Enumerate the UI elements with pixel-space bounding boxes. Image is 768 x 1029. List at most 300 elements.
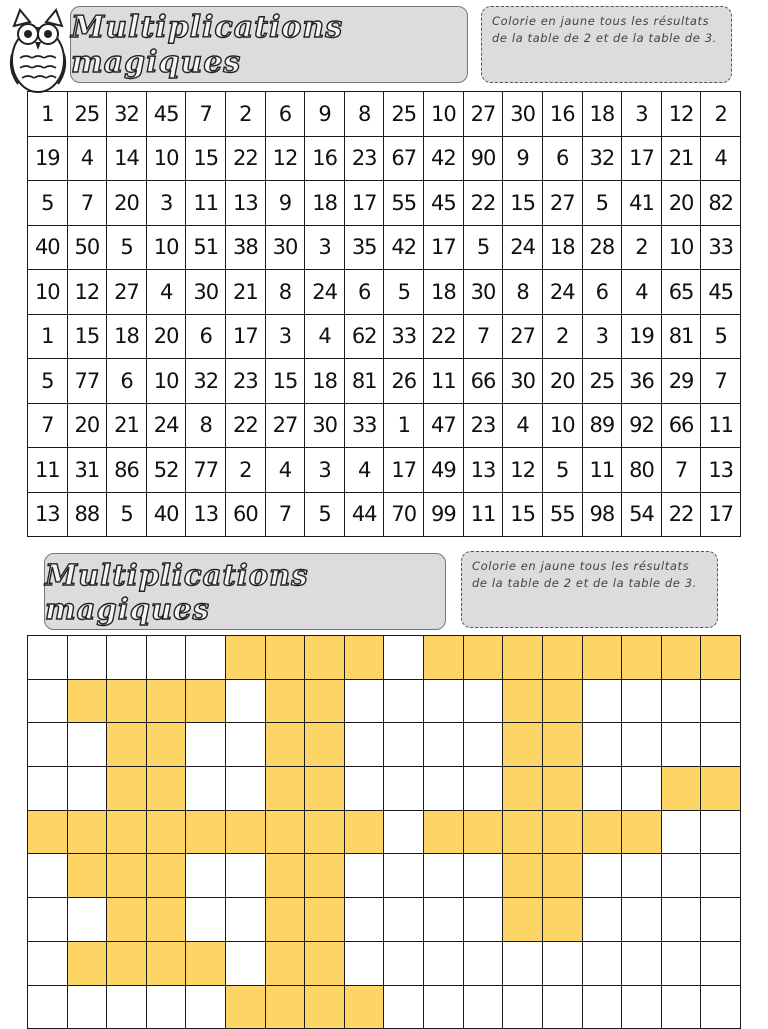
empty-cell[interactable]	[463, 854, 503, 898]
filled-cell[interactable]	[265, 679, 305, 723]
number-cell[interactable]: 32	[107, 92, 147, 137]
number-cell[interactable]: 28	[582, 225, 622, 270]
number-cell[interactable]: 20	[661, 181, 701, 226]
number-cell[interactable]: 10	[424, 92, 464, 137]
filled-cell[interactable]	[67, 941, 107, 985]
filled-cell[interactable]	[305, 679, 345, 723]
empty-cell[interactable]	[28, 941, 68, 985]
filled-cell[interactable]	[305, 941, 345, 985]
filled-cell[interactable]	[186, 941, 226, 985]
empty-cell[interactable]	[384, 941, 424, 985]
number-cell[interactable]: 90	[463, 136, 503, 181]
number-cell[interactable]: 5	[463, 225, 503, 270]
filled-cell[interactable]	[265, 941, 305, 985]
filled-cell[interactable]	[542, 854, 582, 898]
number-cell[interactable]: 21	[661, 136, 701, 181]
empty-cell[interactable]	[582, 767, 622, 811]
number-cell[interactable]: 8	[503, 270, 543, 315]
number-cell[interactable]: 81	[344, 359, 384, 404]
number-cell[interactable]: 45	[146, 92, 186, 137]
number-cell[interactable]: 16	[305, 136, 345, 181]
empty-cell[interactable]	[622, 854, 662, 898]
number-cell[interactable]: 21	[226, 270, 266, 315]
filled-cell[interactable]	[503, 636, 543, 680]
number-cell[interactable]: 7	[661, 448, 701, 493]
number-cell[interactable]: 30	[503, 359, 543, 404]
empty-cell[interactable]	[186, 723, 226, 767]
number-cell[interactable]: 19	[622, 314, 662, 359]
number-cell[interactable]: 22	[424, 314, 464, 359]
filled-cell[interactable]	[226, 810, 266, 854]
number-cell[interactable]: 4	[701, 136, 741, 181]
number-cell[interactable]: 49	[424, 448, 464, 493]
empty-cell[interactable]	[28, 854, 68, 898]
number-cell[interactable]: 17	[384, 448, 424, 493]
empty-cell[interactable]	[701, 898, 741, 942]
filled-cell[interactable]	[107, 810, 147, 854]
empty-cell[interactable]	[226, 723, 266, 767]
number-cell[interactable]: 21	[107, 403, 147, 448]
filled-cell[interactable]	[265, 636, 305, 680]
empty-cell[interactable]	[582, 985, 622, 1029]
number-cell[interactable]: 22	[226, 136, 266, 181]
filled-cell[interactable]	[265, 898, 305, 942]
filled-cell[interactable]	[67, 810, 107, 854]
filled-cell[interactable]	[146, 767, 186, 811]
number-cell[interactable]: 18	[582, 92, 622, 137]
number-cell[interactable]: 12	[265, 136, 305, 181]
number-cell[interactable]: 60	[226, 492, 266, 537]
number-cell[interactable]: 77	[186, 448, 226, 493]
empty-cell[interactable]	[463, 898, 503, 942]
filled-cell[interactable]	[28, 810, 68, 854]
number-cell[interactable]: 22	[463, 181, 503, 226]
filled-cell[interactable]	[146, 854, 186, 898]
number-cell[interactable]: 45	[424, 181, 464, 226]
empty-cell[interactable]	[28, 679, 68, 723]
number-cell[interactable]: 1	[28, 92, 68, 137]
empty-cell[interactable]	[463, 679, 503, 723]
number-cell[interactable]: 86	[107, 448, 147, 493]
number-cell[interactable]: 1	[384, 403, 424, 448]
empty-cell[interactable]	[186, 636, 226, 680]
filled-cell[interactable]	[107, 854, 147, 898]
filled-cell[interactable]	[305, 898, 345, 942]
number-cell[interactable]: 13	[28, 492, 68, 537]
empty-cell[interactable]	[384, 636, 424, 680]
number-cell[interactable]: 31	[67, 448, 107, 493]
filled-cell[interactable]	[701, 636, 741, 680]
filled-cell[interactable]	[107, 941, 147, 985]
number-cell[interactable]: 30	[265, 225, 305, 270]
number-cell[interactable]: 35	[344, 225, 384, 270]
number-cell[interactable]: 17	[701, 492, 741, 537]
empty-cell[interactable]	[701, 810, 741, 854]
number-cell[interactable]: 5	[305, 492, 345, 537]
filled-cell[interactable]	[305, 810, 345, 854]
empty-cell[interactable]	[384, 898, 424, 942]
empty-cell[interactable]	[701, 941, 741, 985]
number-cell[interactable]: 25	[582, 359, 622, 404]
number-cell[interactable]: 15	[186, 136, 226, 181]
number-cell[interactable]: 24	[542, 270, 582, 315]
number-cell[interactable]: 51	[186, 225, 226, 270]
number-cell[interactable]: 30	[463, 270, 503, 315]
empty-cell[interactable]	[701, 723, 741, 767]
number-cell[interactable]: 24	[146, 403, 186, 448]
filled-cell[interactable]	[503, 898, 543, 942]
empty-cell[interactable]	[503, 941, 543, 985]
number-cell[interactable]: 33	[384, 314, 424, 359]
number-cell[interactable]: 2	[542, 314, 582, 359]
number-cell[interactable]: 17	[344, 181, 384, 226]
number-cell[interactable]: 7	[67, 181, 107, 226]
number-cell[interactable]: 8	[265, 270, 305, 315]
number-cell[interactable]: 81	[661, 314, 701, 359]
number-cell[interactable]: 3	[622, 92, 662, 137]
filled-cell[interactable]	[265, 810, 305, 854]
empty-cell[interactable]	[384, 723, 424, 767]
filled-cell[interactable]	[503, 723, 543, 767]
empty-cell[interactable]	[384, 854, 424, 898]
empty-cell[interactable]	[67, 636, 107, 680]
number-cell[interactable]: 99	[424, 492, 464, 537]
filled-cell[interactable]	[661, 767, 701, 811]
number-cell[interactable]: 5	[384, 270, 424, 315]
number-cell[interactable]: 23	[344, 136, 384, 181]
number-cell[interactable]: 11	[28, 448, 68, 493]
number-cell[interactable]: 4	[67, 136, 107, 181]
filled-cell[interactable]	[305, 723, 345, 767]
empty-cell[interactable]	[344, 941, 384, 985]
number-cell[interactable]: 89	[582, 403, 622, 448]
empty-cell[interactable]	[67, 985, 107, 1029]
empty-cell[interactable]	[661, 723, 701, 767]
empty-cell[interactable]	[28, 636, 68, 680]
number-cell[interactable]: 12	[661, 92, 701, 137]
empty-cell[interactable]	[107, 985, 147, 1029]
number-cell[interactable]: 22	[226, 403, 266, 448]
empty-cell[interactable]	[226, 941, 266, 985]
number-cell[interactable]: 16	[542, 92, 582, 137]
number-cell[interactable]: 19	[28, 136, 68, 181]
number-cell[interactable]: 65	[661, 270, 701, 315]
number-cell[interactable]: 3	[146, 181, 186, 226]
empty-cell[interactable]	[384, 810, 424, 854]
filled-cell[interactable]	[661, 636, 701, 680]
number-cell[interactable]: 17	[424, 225, 464, 270]
filled-cell[interactable]	[146, 723, 186, 767]
filled-cell[interactable]	[67, 679, 107, 723]
empty-cell[interactable]	[424, 679, 464, 723]
number-cell[interactable]: 12	[503, 448, 543, 493]
number-cell[interactable]: 45	[701, 270, 741, 315]
number-cell[interactable]: 9	[265, 181, 305, 226]
empty-cell[interactable]	[146, 636, 186, 680]
empty-cell[interactable]	[424, 941, 464, 985]
number-cell[interactable]: 52	[146, 448, 186, 493]
empty-cell[interactable]	[226, 767, 266, 811]
filled-cell[interactable]	[582, 810, 622, 854]
empty-cell[interactable]	[186, 854, 226, 898]
empty-cell[interactable]	[582, 898, 622, 942]
number-cell[interactable]: 40	[28, 225, 68, 270]
filled-cell[interactable]	[265, 723, 305, 767]
filled-cell[interactable]	[186, 679, 226, 723]
filled-cell[interactable]	[226, 636, 266, 680]
empty-cell[interactable]	[701, 679, 741, 723]
empty-cell[interactable]	[28, 723, 68, 767]
empty-cell[interactable]	[661, 679, 701, 723]
number-cell[interactable]: 32	[582, 136, 622, 181]
filled-cell[interactable]	[503, 679, 543, 723]
number-cell[interactable]: 42	[384, 225, 424, 270]
number-cell[interactable]: 5	[701, 314, 741, 359]
empty-cell[interactable]	[424, 767, 464, 811]
empty-cell[interactable]	[28, 898, 68, 942]
number-cell[interactable]: 3	[305, 448, 345, 493]
empty-cell[interactable]	[344, 679, 384, 723]
empty-cell[interactable]	[344, 854, 384, 898]
number-cell[interactable]: 66	[661, 403, 701, 448]
number-cell[interactable]: 18	[305, 359, 345, 404]
empty-cell[interactable]	[582, 854, 622, 898]
number-cell[interactable]: 6	[107, 359, 147, 404]
filled-cell[interactable]	[503, 810, 543, 854]
filled-cell[interactable]	[107, 679, 147, 723]
number-cell[interactable]: 10	[146, 225, 186, 270]
number-cell[interactable]: 4	[622, 270, 662, 315]
number-cell[interactable]: 15	[67, 314, 107, 359]
filled-cell[interactable]	[424, 810, 464, 854]
number-cell[interactable]: 29	[661, 359, 701, 404]
number-cell[interactable]: 27	[107, 270, 147, 315]
number-cell[interactable]: 12	[67, 270, 107, 315]
number-cell[interactable]: 2	[701, 92, 741, 137]
filled-cell[interactable]	[424, 636, 464, 680]
number-cell[interactable]: 18	[107, 314, 147, 359]
number-cell[interactable]: 7	[28, 403, 68, 448]
number-cell[interactable]: 10	[28, 270, 68, 315]
number-cell[interactable]: 13	[226, 181, 266, 226]
number-cell[interactable]: 13	[186, 492, 226, 537]
filled-cell[interactable]	[305, 767, 345, 811]
empty-cell[interactable]	[424, 723, 464, 767]
number-cell[interactable]: 41	[622, 181, 662, 226]
number-cell[interactable]: 3	[582, 314, 622, 359]
number-cell[interactable]: 5	[107, 225, 147, 270]
number-cell[interactable]: 27	[503, 314, 543, 359]
filled-cell[interactable]	[226, 985, 266, 1029]
number-cell[interactable]: 11	[424, 359, 464, 404]
filled-cell[interactable]	[265, 985, 305, 1029]
number-cell[interactable]: 2	[622, 225, 662, 270]
number-cell[interactable]: 6	[344, 270, 384, 315]
empty-cell[interactable]	[424, 854, 464, 898]
number-cell[interactable]: 80	[622, 448, 662, 493]
number-cell[interactable]: 6	[542, 136, 582, 181]
empty-cell[interactable]	[701, 985, 741, 1029]
empty-cell[interactable]	[582, 941, 622, 985]
number-cell[interactable]: 5	[107, 492, 147, 537]
number-cell[interactable]: 88	[67, 492, 107, 537]
number-cell[interactable]: 4	[146, 270, 186, 315]
filled-cell[interactable]	[305, 636, 345, 680]
filled-cell[interactable]	[305, 854, 345, 898]
filled-cell[interactable]	[344, 636, 384, 680]
number-cell[interactable]: 66	[463, 359, 503, 404]
number-cell[interactable]: 54	[622, 492, 662, 537]
empty-cell[interactable]	[582, 679, 622, 723]
empty-cell[interactable]	[424, 898, 464, 942]
empty-cell[interactable]	[146, 985, 186, 1029]
number-cell[interactable]: 17	[226, 314, 266, 359]
number-cell[interactable]: 5	[28, 181, 68, 226]
filled-cell[interactable]	[542, 723, 582, 767]
filled-cell[interactable]	[622, 636, 662, 680]
number-cell[interactable]: 14	[107, 136, 147, 181]
filled-cell[interactable]	[542, 898, 582, 942]
number-cell[interactable]: 10	[146, 359, 186, 404]
empty-cell[interactable]	[582, 723, 622, 767]
empty-cell[interactable]	[661, 941, 701, 985]
number-cell[interactable]: 47	[424, 403, 464, 448]
number-cell[interactable]: 15	[503, 492, 543, 537]
number-cell[interactable]: 33	[344, 403, 384, 448]
number-cell[interactable]: 24	[305, 270, 345, 315]
number-cell[interactable]: 9	[503, 136, 543, 181]
number-cell[interactable]: 6	[582, 270, 622, 315]
filled-cell[interactable]	[146, 941, 186, 985]
number-cell[interactable]: 24	[503, 225, 543, 270]
number-cell[interactable]: 11	[582, 448, 622, 493]
number-cell[interactable]: 32	[186, 359, 226, 404]
number-cell[interactable]: 11	[701, 403, 741, 448]
filled-cell[interactable]	[265, 854, 305, 898]
number-cell[interactable]: 10	[542, 403, 582, 448]
empty-cell[interactable]	[186, 898, 226, 942]
empty-cell[interactable]	[622, 985, 662, 1029]
filled-cell[interactable]	[107, 723, 147, 767]
number-cell[interactable]: 15	[265, 359, 305, 404]
filled-cell[interactable]	[542, 810, 582, 854]
number-cell[interactable]: 30	[305, 403, 345, 448]
number-cell[interactable]: 4	[305, 314, 345, 359]
number-cell[interactable]: 18	[542, 225, 582, 270]
number-cell[interactable]: 3	[305, 225, 345, 270]
number-cell[interactable]: 55	[384, 181, 424, 226]
empty-cell[interactable]	[344, 898, 384, 942]
filled-cell[interactable]	[146, 810, 186, 854]
filled-cell[interactable]	[186, 810, 226, 854]
number-cell[interactable]: 82	[701, 181, 741, 226]
number-cell[interactable]: 18	[305, 181, 345, 226]
filled-cell[interactable]	[542, 767, 582, 811]
filled-cell[interactable]	[503, 854, 543, 898]
number-cell[interactable]: 15	[503, 181, 543, 226]
number-cell[interactable]: 20	[67, 403, 107, 448]
number-cell[interactable]: 25	[384, 92, 424, 137]
empty-cell[interactable]	[622, 941, 662, 985]
number-cell[interactable]: 6	[186, 314, 226, 359]
number-cell[interactable]: 55	[542, 492, 582, 537]
empty-cell[interactable]	[424, 985, 464, 1029]
number-cell[interactable]: 4	[344, 448, 384, 493]
number-cell[interactable]: 27	[463, 92, 503, 137]
empty-cell[interactable]	[463, 723, 503, 767]
empty-cell[interactable]	[542, 941, 582, 985]
number-cell[interactable]: 8	[186, 403, 226, 448]
number-cell[interactable]: 11	[463, 492, 503, 537]
empty-cell[interactable]	[661, 898, 701, 942]
empty-cell[interactable]	[384, 767, 424, 811]
empty-cell[interactable]	[661, 810, 701, 854]
filled-cell[interactable]	[146, 679, 186, 723]
filled-cell[interactable]	[305, 985, 345, 1029]
number-cell[interactable]: 2	[226, 92, 266, 137]
number-cell[interactable]: 5	[582, 181, 622, 226]
empty-cell[interactable]	[384, 985, 424, 1029]
number-cell[interactable]: 26	[384, 359, 424, 404]
empty-cell[interactable]	[542, 985, 582, 1029]
number-cell[interactable]: 10	[146, 136, 186, 181]
number-cell[interactable]: 5	[28, 359, 68, 404]
filled-cell[interactable]	[463, 636, 503, 680]
number-cell[interactable]: 3	[265, 314, 305, 359]
filled-cell[interactable]	[582, 636, 622, 680]
number-cell[interactable]: 11	[186, 181, 226, 226]
number-cell[interactable]: 20	[542, 359, 582, 404]
number-cell[interactable]: 7	[265, 492, 305, 537]
empty-cell[interactable]	[661, 854, 701, 898]
number-cell[interactable]: 2	[226, 448, 266, 493]
number-cell[interactable]: 18	[424, 270, 464, 315]
filled-cell[interactable]	[503, 767, 543, 811]
number-cell[interactable]: 5	[542, 448, 582, 493]
empty-cell[interactable]	[67, 767, 107, 811]
empty-cell[interactable]	[28, 985, 68, 1029]
number-cell[interactable]: 36	[622, 359, 662, 404]
empty-cell[interactable]	[344, 767, 384, 811]
empty-cell[interactable]	[503, 985, 543, 1029]
number-cell[interactable]: 44	[344, 492, 384, 537]
empty-cell[interactable]	[186, 985, 226, 1029]
filled-cell[interactable]	[107, 767, 147, 811]
number-cell[interactable]: 40	[146, 492, 186, 537]
number-cell[interactable]: 17	[622, 136, 662, 181]
number-cell[interactable]: 50	[67, 225, 107, 270]
number-cell[interactable]: 13	[463, 448, 503, 493]
empty-cell[interactable]	[661, 985, 701, 1029]
number-cell[interactable]: 42	[424, 136, 464, 181]
empty-cell[interactable]	[622, 767, 662, 811]
number-cell[interactable]: 33	[701, 225, 741, 270]
number-cell[interactable]: 62	[344, 314, 384, 359]
empty-cell[interactable]	[344, 723, 384, 767]
number-cell[interactable]: 27	[265, 403, 305, 448]
number-cell[interactable]: 70	[384, 492, 424, 537]
empty-cell[interactable]	[28, 767, 68, 811]
number-cell[interactable]: 4	[503, 403, 543, 448]
filled-cell[interactable]	[542, 636, 582, 680]
number-cell[interactable]: 38	[226, 225, 266, 270]
filled-cell[interactable]	[344, 810, 384, 854]
number-cell[interactable]: 9	[305, 92, 345, 137]
number-cell[interactable]: 4	[265, 448, 305, 493]
number-cell[interactable]: 7	[701, 359, 741, 404]
filled-cell[interactable]	[146, 898, 186, 942]
empty-cell[interactable]	[226, 679, 266, 723]
